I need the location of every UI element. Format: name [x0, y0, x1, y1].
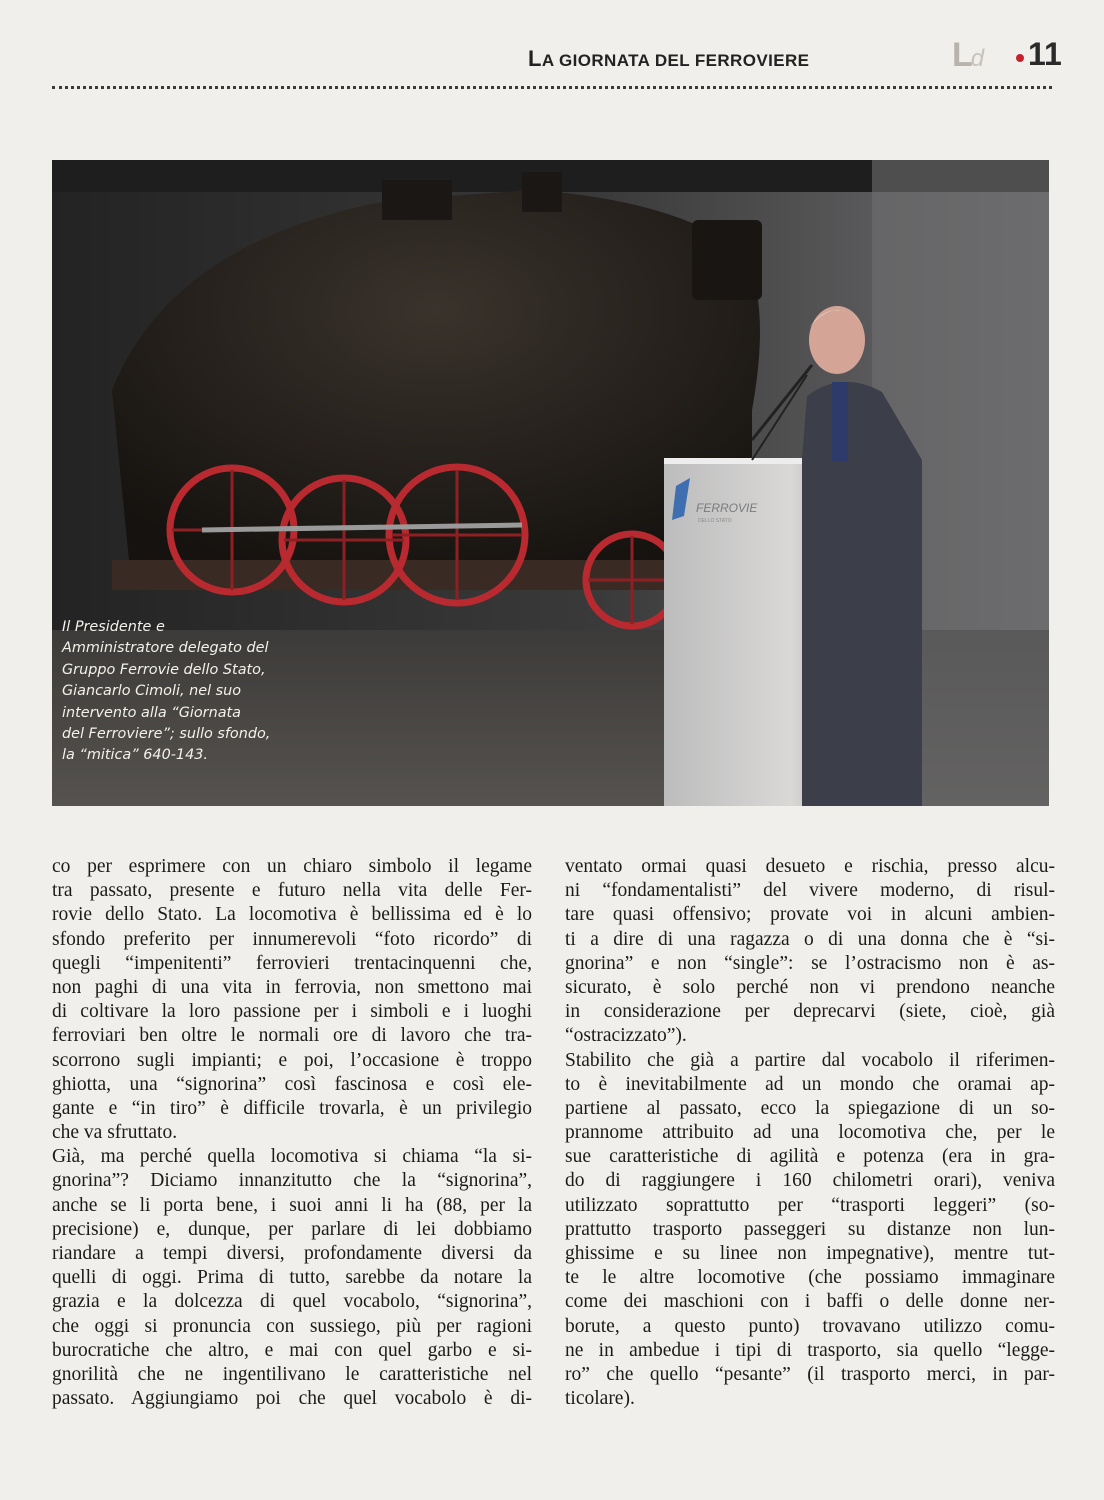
- text-line: anche se li porta bene, i suoi anni li ha (88, per la: [52, 1194, 532, 1216]
- article-column-left: [52, 855, 532, 1411]
- red-bullet-icon: [1016, 54, 1024, 62]
- text-line: ferroviari ben oltre le normali ore di lavoro che tra-: [52, 1025, 532, 1047]
- text-line: sicurato, è solo perché non vi prendono neanche: [565, 976, 1055, 998]
- text-line: Già, ma perché quella locomotiva si chiama “la si-: [52, 1146, 532, 1168]
- text-line: ticolare).: [565, 1388, 635, 1410]
- text-line: ni “fondamentalisti” del vivere moderno, di risul-: [565, 880, 1055, 902]
- text-line: prattutto trasporto passeggeri su distanze non lun-: [565, 1218, 1055, 1240]
- caption-line: Giancarlo Cimoli, nel suo: [62, 683, 242, 700]
- text-line: quegli “impenitenti” ferrovieri trentacinquenni che,: [52, 952, 532, 974]
- logo-letter: L: [952, 36, 971, 74]
- page-header: [52, 30, 1062, 94]
- text-line: burocratiche che altro, e mai con quel garbo e si-: [52, 1339, 532, 1361]
- text-line: ti a dire di una ragazza o di una donna che è “si-: [565, 928, 1055, 950]
- text-line: passato. Aggiungiamo poi che quel vocabolo è di-: [52, 1388, 532, 1410]
- caption-line: intervento alla “Giornata: [62, 704, 241, 721]
- text-line: gante e “in tiro” è difficile trovarla, è un privilegio: [52, 1097, 532, 1119]
- text-line: riandare a tempi diversi, profondamente diversi da: [52, 1243, 532, 1264]
- text-line: prannome attribuito ad una locomotiva che, per le: [565, 1122, 1055, 1144]
- text-line: ne in ambedue i tipi di trasporto, sia quello “legge-: [565, 1339, 1055, 1361]
- caption-line: del Ferroviere”; sullo sfondo,: [62, 726, 271, 743]
- text-line: che va sfruttato.: [52, 1122, 178, 1144]
- text-line: rovie dello Stato. La locomotiva è bellissima ed è lo: [52, 904, 532, 926]
- text-line: ghiotta, una “signorina” così fascinosa e così ele-: [52, 1073, 532, 1095]
- text-line: precisione) e, dunque, per parlare di lei dobbiamo: [52, 1218, 532, 1240]
- text-line: “ostracizzato”).: [565, 1025, 687, 1047]
- section-title: [528, 46, 809, 72]
- text-line: tra passato, presente e futuro nella vita delle Fer-: [52, 880, 532, 902]
- dotted-divider: [52, 86, 1052, 89]
- podium-sign-brand: FERROVIE: [696, 501, 758, 515]
- magazine-logo: [952, 36, 982, 75]
- caption-line: Il Presidente e: [62, 619, 165, 635]
- text-line: sfondo preferito per innumerevoli “foto ricordo” di: [52, 928, 532, 950]
- text-line: in considerazione per deprecarvi (siete, cioè, già: [565, 1001, 1055, 1023]
- text-line: scorrono sugli impianti; e poi, l’occasione è troppo: [52, 1049, 532, 1071]
- text-line: ghissime e su linee non impegnative), mentre tut-: [565, 1243, 1055, 1264]
- text-line: gnorina”? Diciamo innanzitutto che la “signorina”,: [52, 1170, 532, 1192]
- text-line: che oggi si pronuncia con sussiego, più per ragioni: [52, 1315, 532, 1337]
- text-line: partiene al passato, ecco la spiegazione di un so-: [565, 1097, 1055, 1119]
- section-title-initial: L: [528, 46, 542, 71]
- text-line: do di raggiungere i 160 chilometri orari), veniva: [565, 1170, 1055, 1192]
- text-line: borute, a questo punto) trovavano utilizzo comu-: [565, 1315, 1055, 1337]
- text-line: grazia e la dolcezza di quel vocabolo, “signorina”,: [52, 1291, 532, 1313]
- event-photo: [52, 160, 1049, 806]
- text-line: ro” che quello “pesante” (il trasporto merci, in par-: [565, 1363, 1055, 1385]
- caption-line: Gruppo Ferrovie dello Stato,: [62, 661, 266, 678]
- text-line: gnorilità che ne ingentilivano le caratteristiche nel: [52, 1363, 532, 1385]
- text-line: quelli di oggi. Prima di tutto, sarebbe da notare la: [52, 1267, 532, 1289]
- photo-caption: [62, 617, 302, 767]
- text-line: di coltivare la loro passione per i simboli e i luoghi: [52, 1001, 532, 1023]
- text-line: tare quasi offensivo; provate voi in alcuni ambien-: [565, 904, 1055, 926]
- text-line: utilizzato soprattutto per “trasporti leggeri” (so-: [565, 1194, 1055, 1216]
- caption-line: la “mitica” 640-143.: [62, 747, 208, 764]
- section-title-text: A GIORNATA DEL FERROVIERE: [541, 51, 810, 70]
- text-line: ventato ormai quasi desueto e rischia, presso alcu-: [565, 856, 1055, 877]
- podium-sign-subtitle: DELLO STATO: [698, 518, 732, 524]
- logo-letter-small: d: [970, 45, 983, 72]
- text-line: Stabilito che già a partire dal vocabolo il riferimen-: [565, 1049, 1055, 1071]
- text-line: to è inevitabilmente ad un mondo che oramai ap-: [565, 1073, 1055, 1095]
- page-number: 11: [1028, 36, 1062, 72]
- text-line: non paghi di una vita in ferrovia, non smettono mai: [52, 976, 532, 998]
- text-line: sue caratteristiche di agilità e potenza (era in gra-: [565, 1146, 1055, 1168]
- text-line: gnorina” e non “single”: se l’ostracismo non è as-: [565, 952, 1055, 974]
- text-line: come dei maschioni con i baffi o delle donne ner-: [565, 1291, 1055, 1313]
- article-column-right: [565, 855, 1055, 1411]
- text-line: te le altre locomotive (che possiamo immaginare: [565, 1267, 1055, 1289]
- caption-line: Amministratore delegato del: [62, 640, 269, 657]
- text-line: co per esprimere con un chiaro simbolo il legame: [52, 856, 532, 877]
